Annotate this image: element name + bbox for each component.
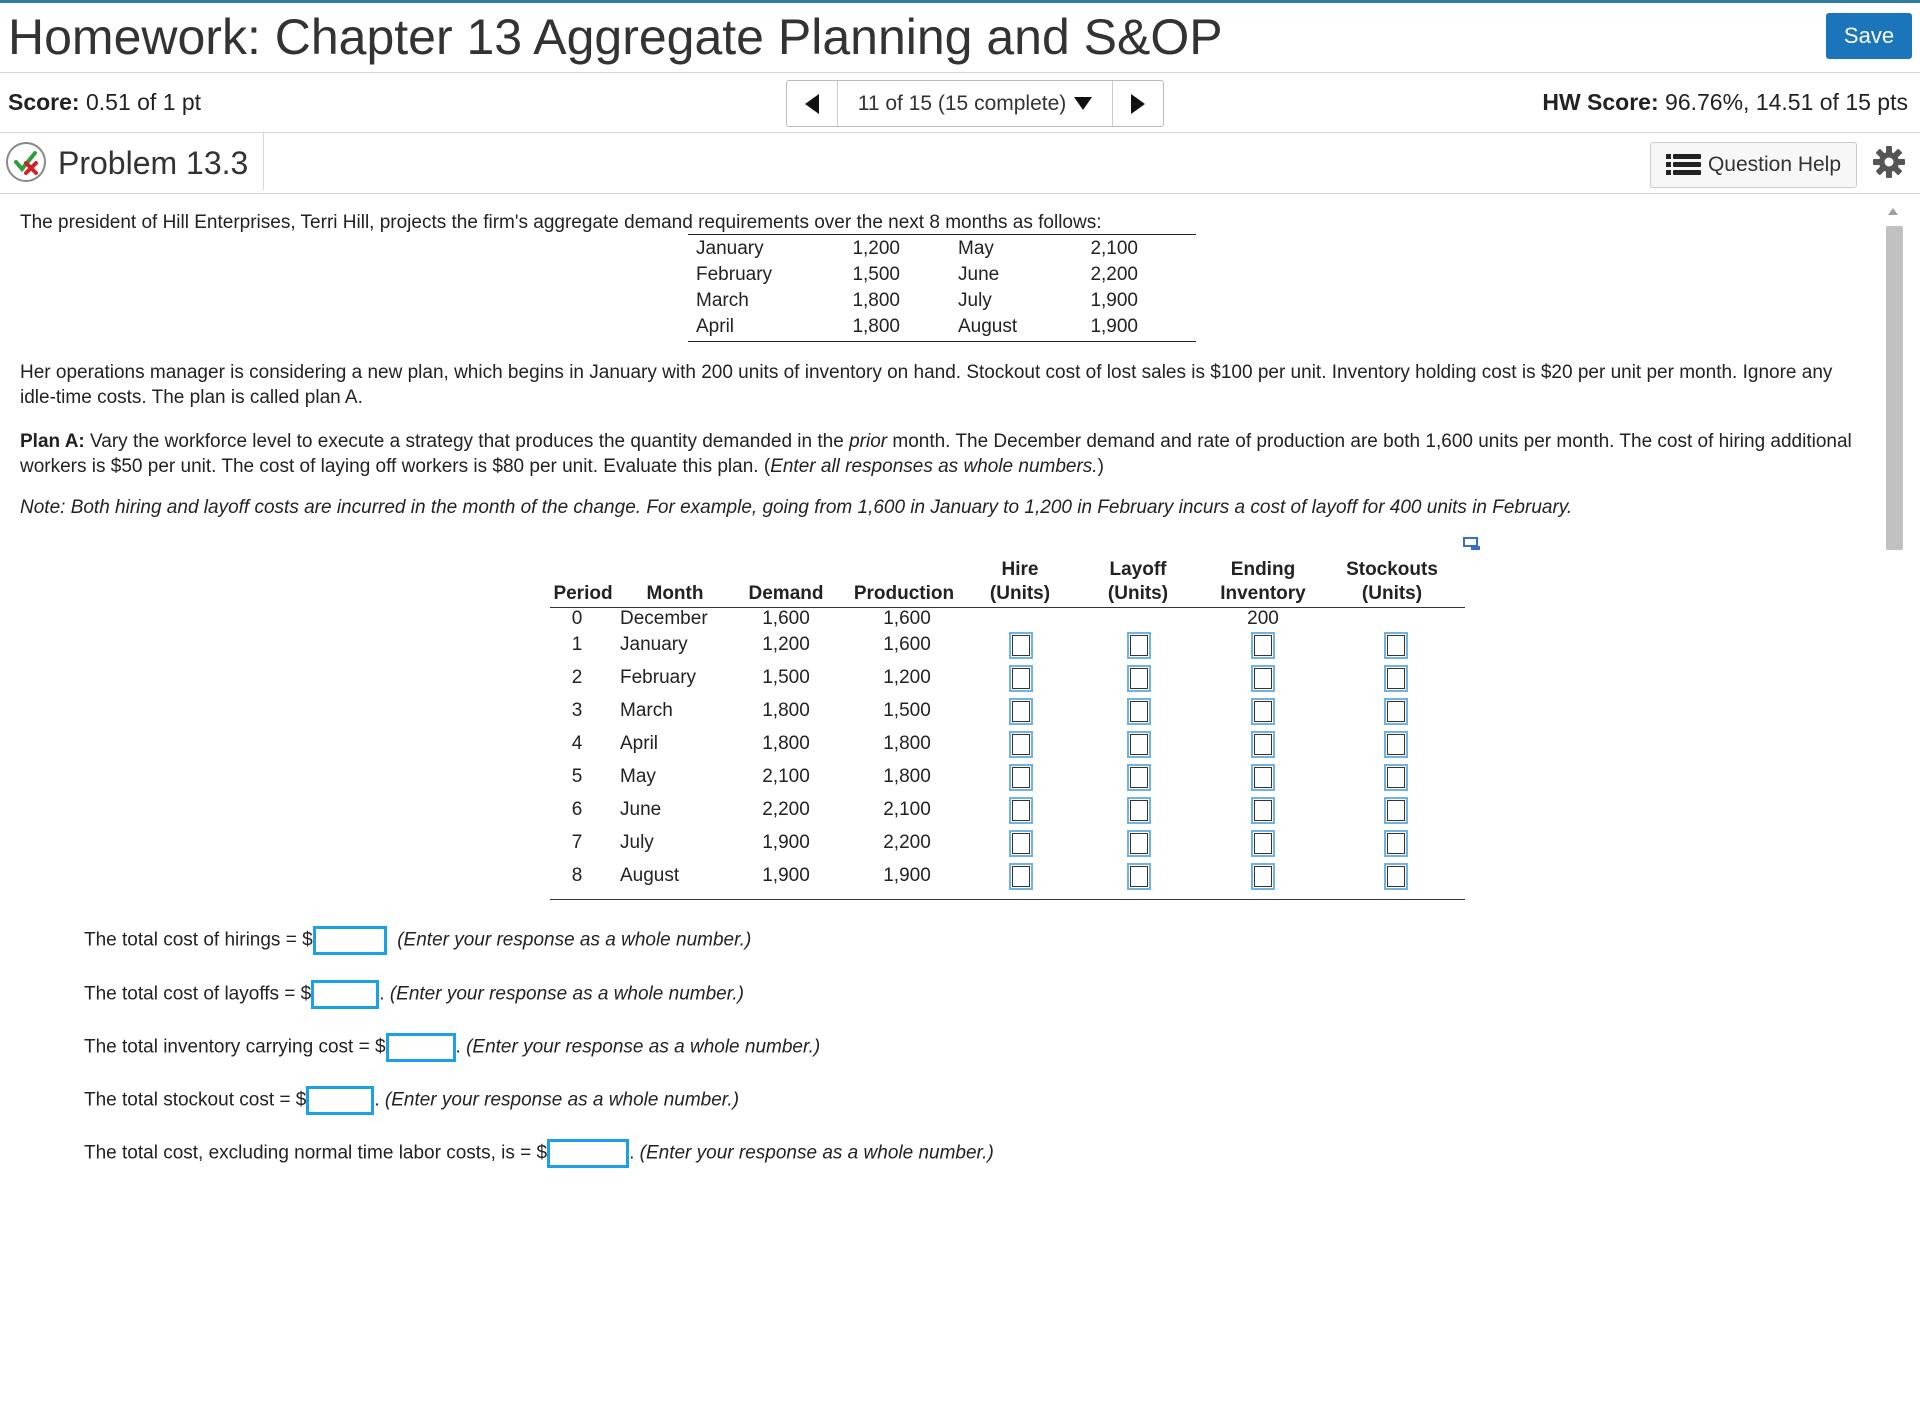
header-ending-line1: Ending [1230, 559, 1296, 580]
cell-demand: 1,600 [762, 608, 810, 629]
layoff-input[interactable] [1127, 863, 1151, 890]
cell-ending-inventory: 200 [1247, 608, 1279, 629]
layoff-input[interactable] [1127, 731, 1151, 758]
hire-input[interactable] [1009, 830, 1033, 857]
cell-production: 1,600 [883, 608, 931, 629]
note: Note: Both hiring and layoff costs are incurred in the month of the change. For example, going from 1,600 in January to 1,200 in February incurs a cost of layoff for 400 units in February. [20, 497, 1573, 518]
plan-text-instruction: Enter all responses as whole numbers. [770, 455, 1098, 477]
ending-inventory-input[interactable] [1251, 764, 1275, 791]
demand-table-top-rule [688, 234, 1196, 235]
cell-month: April [620, 733, 659, 754]
answer-hirings-label: The total cost of hirings = $ [84, 929, 313, 951]
cell-production: 1,500 [883, 700, 931, 721]
answer-total-label: The total cost, excluding normal time labor costs, is = $ [84, 1142, 548, 1164]
demand-month: July [958, 290, 992, 311]
stockouts-input[interactable] [1384, 698, 1408, 725]
answer-period: . [374, 1089, 380, 1111]
paragraph-plan-context: Her operations manager is considering a new plan, which begins in January with 200 units of inventory on hand. Stockout cost of lost sales is $100 per unit. Inventory holding cost is $20 per unit per month. Ignore any idle-time costs. The plan is called plan A. [20, 362, 1833, 408]
answer-stockout-label: The total stockout cost = $ [84, 1089, 307, 1111]
demand-value: 2,200 [1090, 264, 1138, 285]
hire-input[interactable] [1009, 764, 1033, 791]
demand-month: August [958, 316, 1018, 337]
demand-month: March [696, 290, 749, 311]
divider [0, 72, 1920, 73]
answer-hint: (Enter your response as a whole number.) [466, 1036, 821, 1058]
cell-period: 0 [571, 608, 583, 629]
cell-production: 1,800 [883, 733, 931, 754]
layoff-input[interactable] [1127, 665, 1151, 692]
question-help-label: Question Help [1707, 153, 1842, 176]
header-hire [978, 558, 1062, 606]
cell-demand: 1,900 [762, 832, 810, 853]
header-hire-line2: (Units) [989, 583, 1051, 604]
hire-input[interactable] [1009, 698, 1033, 725]
cell-demand: 1,200 [762, 634, 810, 655]
top-accent-line [0, 0, 1920, 3]
answer-total [84, 1139, 994, 1168]
question-selector-label: 11 of 15 (15 complete) [857, 91, 1067, 115]
cell-production: 2,200 [883, 832, 931, 853]
header-layoff-line2: (Units) [1107, 583, 1169, 604]
cell-demand: 1,500 [762, 667, 810, 688]
hw-score-label: HW Score: [1542, 89, 1659, 115]
answer-period: . [379, 983, 385, 1005]
answer-hint: (Enter your response as a whole number.) [389, 983, 744, 1005]
cell-demand: 2,100 [762, 766, 810, 787]
problem-title: Problem 13.3 [58, 145, 249, 181]
demand-value: 2,100 [1090, 238, 1138, 259]
stockouts-input[interactable] [1384, 764, 1408, 791]
question-help-button[interactable] [1650, 142, 1857, 188]
cell-demand: 1,800 [762, 733, 810, 754]
hire-input[interactable] [1009, 632, 1033, 659]
demand-value: 1,800 [852, 316, 900, 337]
ending-inventory-input[interactable] [1251, 863, 1275, 890]
total-cost-input[interactable] [547, 1139, 629, 1168]
header-ending-line2: Inventory [1220, 583, 1306, 604]
answer-period: . [629, 1142, 635, 1164]
gear-icon[interactable] [1872, 145, 1906, 179]
ending-inventory-input[interactable] [1251, 632, 1275, 659]
ending-inventory-input[interactable] [1251, 830, 1275, 857]
demand-value: 1,900 [1090, 290, 1138, 311]
layoff-input[interactable] [1127, 830, 1151, 857]
layoff-input[interactable] [1127, 764, 1151, 791]
problem-intro: The president of Hill Enterprises, Terri Hill, projects the firm's aggregate demand requirements over the next 8 months as follows: [20, 212, 1102, 233]
question-selector[interactable] [837, 81, 1113, 126]
plan-text: Vary the workforce level to execute a strategy that produces the quantity demanded in the [84, 431, 850, 452]
demand-table-bottom-rule [688, 341, 1196, 342]
cell-month: August [620, 865, 680, 886]
plan-text: ) [1097, 455, 1104, 477]
enlarge-table-icon[interactable] [1463, 537, 1481, 551]
layoff-input[interactable] [1127, 632, 1151, 659]
header-production: Production [853, 583, 955, 604]
cell-period: 6 [571, 799, 583, 820]
cell-demand: 1,800 [762, 700, 810, 721]
cell-period: 7 [571, 832, 583, 853]
next-question-button[interactable] [1113, 81, 1163, 126]
header-layoff [1096, 558, 1180, 606]
header-ending-inventory [1205, 558, 1321, 606]
total-inventory-carrying-input[interactable] [386, 1033, 456, 1062]
total-layoffs-input[interactable] [311, 980, 379, 1009]
cell-production: 1,600 [883, 634, 931, 655]
cell-period: 8 [571, 865, 583, 886]
score-value: 0.51 of 1 pt [85, 89, 202, 115]
stockouts-input[interactable] [1384, 665, 1408, 692]
cell-production: 1,200 [883, 667, 931, 688]
ending-inventory-input[interactable] [1251, 731, 1275, 758]
hw-score-value: 96.76%, 14.51 of 15 pts [1665, 89, 1908, 115]
cell-period: 5 [571, 766, 583, 787]
ending-inventory-input[interactable] [1251, 797, 1275, 824]
plan-table-bottom-rule [550, 899, 1465, 900]
answer-inventory [84, 1033, 820, 1062]
cell-period: 3 [571, 700, 583, 721]
save-button[interactable]: Save [1826, 13, 1912, 59]
hire-input[interactable] [1009, 863, 1033, 890]
arrow-left-icon [805, 94, 819, 114]
previous-question-button[interactable] [787, 81, 837, 126]
cell-month: January [620, 634, 688, 655]
cell-month: March [620, 700, 673, 721]
header-hire-line1: Hire [1001, 559, 1039, 580]
stockouts-input[interactable] [1384, 830, 1408, 857]
divider [263, 132, 264, 190]
layoff-input[interactable] [1127, 797, 1151, 824]
page-title: Homework: Chapter 13 Aggregate Planning and S&OP [8, 9, 1223, 65]
hire-input[interactable] [1009, 731, 1033, 758]
stockouts-input[interactable] [1384, 797, 1408, 824]
cell-month: July [620, 832, 654, 853]
scroll-up-arrow-icon[interactable] [1888, 208, 1898, 215]
divider [0, 193, 1920, 194]
list-icon [1666, 153, 1702, 177]
total-hirings-input[interactable] [313, 926, 387, 955]
cell-month: June [620, 799, 662, 820]
answer-inventory-label: The total inventory carrying cost = $ [84, 1036, 386, 1058]
demand-value: 1,200 [852, 238, 900, 259]
hire-input[interactable] [1009, 797, 1033, 824]
cell-demand: 1,900 [762, 865, 810, 886]
answer-layoffs-label: The total cost of layoffs = $ [84, 983, 312, 1005]
header-layoff-line1: Layoff [1109, 559, 1167, 580]
header-stockouts [1332, 558, 1452, 606]
ending-inventory-input[interactable] [1251, 665, 1275, 692]
stockouts-input[interactable] [1384, 863, 1408, 890]
cell-production: 1,800 [883, 766, 931, 787]
demand-month: January [696, 238, 764, 259]
cell-period: 4 [571, 733, 583, 754]
plan-text-emphasis: prior [849, 431, 888, 452]
demand-value: 1,900 [1090, 316, 1138, 337]
header-stockouts-line1: Stockouts [1346, 559, 1438, 580]
divider [0, 132, 1920, 133]
total-stockout-input[interactable] [306, 1086, 374, 1115]
demand-month: April [696, 316, 735, 337]
stockouts-input[interactable] [1384, 632, 1408, 659]
header-period: Period [553, 583, 613, 604]
cell-production: 2,100 [883, 799, 931, 820]
answer-hint: (Enter your response as a whole number.) [397, 929, 752, 951]
hw-score [1542, 89, 1908, 116]
paragraph-plan-a [20, 430, 1860, 479]
score [8, 89, 201, 116]
ending-inventory-input[interactable] [1251, 698, 1275, 725]
header-month: Month [646, 583, 704, 604]
answer-hint: (Enter your response as a whole number.) [639, 1142, 994, 1164]
answer-period: . [455, 1036, 461, 1058]
demand-month: February [696, 264, 773, 285]
question-navigator [786, 80, 1164, 127]
demand-month: May [958, 238, 994, 259]
plan-text: month. The December demand and rate of production are both 1,600 units per month. The cost of hiring additional workers is $50 per unit. The cost of laying off workers is $80 per unit. Evaluate this plan. ( [20, 431, 1852, 477]
answer-hint: (Enter your response as a whole number.) [384, 1089, 740, 1111]
answer-hirings [84, 926, 751, 955]
layoff-input[interactable] [1127, 698, 1151, 725]
score-label: Score: [8, 89, 80, 115]
header-demand: Demand [748, 583, 824, 604]
answer-layoffs [84, 980, 744, 1009]
caret-down-icon [1074, 97, 1092, 110]
cell-period: 2 [571, 667, 583, 688]
cell-production: 1,900 [883, 865, 931, 886]
plan-label: Plan A: [20, 431, 85, 452]
demand-value: 1,500 [852, 264, 900, 285]
scrollbar-thumb[interactable] [1886, 226, 1903, 550]
cell-month: May [620, 766, 656, 787]
cell-month: December [620, 608, 708, 629]
demand-value: 1,800 [852, 290, 900, 311]
header-stockouts-line2: (Units) [1361, 583, 1423, 604]
arrow-right-icon [1131, 94, 1145, 114]
answer-stockout [84, 1086, 739, 1115]
partial-credit-icon [6, 142, 46, 182]
cell-demand: 2,200 [762, 799, 810, 820]
hire-input[interactable] [1009, 665, 1033, 692]
cell-month: February [620, 667, 697, 688]
demand-month: June [958, 264, 1000, 285]
stockouts-input[interactable] [1384, 731, 1408, 758]
cell-period: 1 [571, 634, 583, 655]
